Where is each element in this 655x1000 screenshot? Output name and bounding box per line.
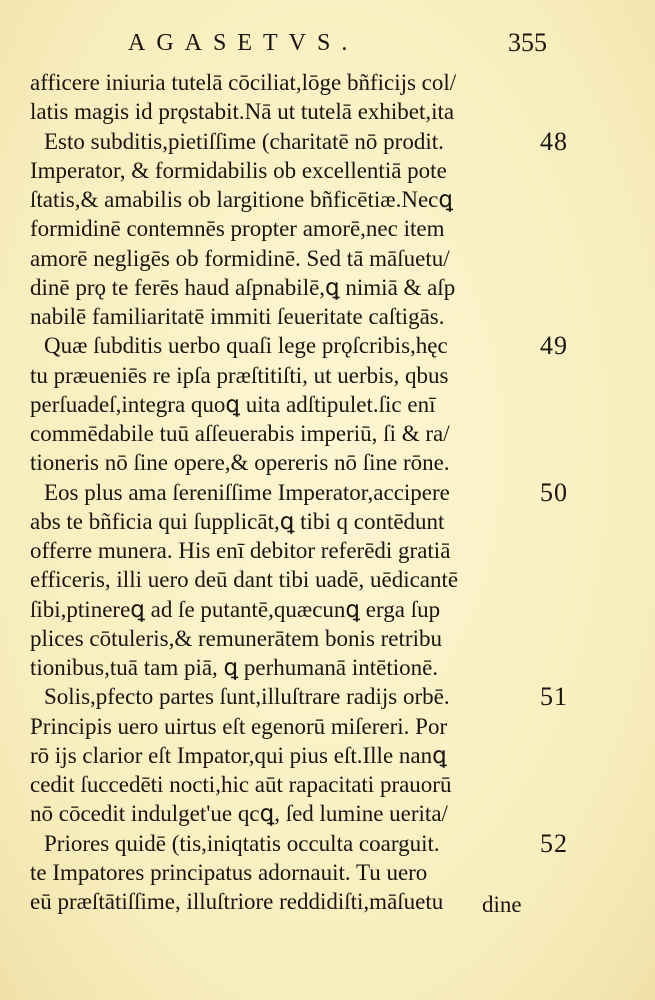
- text-line: Solis,pfecto partes ſunt,illuſtrare radijs orbē. 51: [44, 682, 568, 712]
- text-line: Esto subditis,pietiſſime (charitatē nō prodit. 48: [44, 126, 568, 156]
- marginal-number: 50: [540, 477, 568, 507]
- text-line: dinē prǫ te ferēs haud aſpnabilē,ꝗ nimiā & aſp: [30, 274, 456, 300]
- text-line: Priores quidē (tis,iniqtatis occulta coarguit. 52: [44, 828, 568, 858]
- marginal-number: 49: [540, 331, 568, 361]
- text-line: Eos plus ama ſereniſſime Imperator,accipere 50: [44, 477, 568, 507]
- text-line: abs te bñficia qui ſupplicāt,ꝗ tibi q contēdunt: [30, 508, 445, 534]
- text-line: plices cōtuleris,& remunerātem bonis retribu: [30, 625, 442, 651]
- text-line: ſtatis,& amabilis ob largitione bñficētiæ.Necꝗ: [30, 187, 453, 212]
- text-line: rō ijs clarior eſt Impator,qui pius eſt.Ille nanꝗ: [30, 742, 447, 768]
- text-line: offerre munera. His enī debitor referēdi gratiā: [30, 538, 451, 563]
- text-block: [30, 68, 568, 916]
- text-line: ſibi,ptinereꝗ ad ſe putantē,quæcunꝗ erga ſup: [30, 596, 441, 622]
- text-line: commēdabile tuū aſſeuerabis imperiū, ſi & ra/: [30, 421, 450, 446]
- running-head: AGASETVS.: [128, 30, 359, 56]
- page-header: [0, 28, 655, 62]
- text-line: formidinē contemnēs propter amorē,nec item: [30, 216, 445, 242]
- marginal-number: 48: [540, 126, 568, 156]
- text-line: tioneris nō ſine opere,& opereris nō ſine rōne.: [30, 450, 450, 476]
- page-number: 355: [508, 28, 547, 57]
- text-line: tu præueniēs re ipſa præſtitiſti, ut uerbis, qbus: [30, 362, 449, 388]
- text-line: tionibus,tuā tam piā, ꝗ perhumanā intētionē.: [30, 655, 439, 680]
- text-line: Imperator, & formidabilis ob excellentiā pote: [30, 157, 447, 183]
- text-line: latis magis id prǫstabit.Nā ut tutelā exhibet,ita: [30, 99, 455, 125]
- text-line: cedit ſuccedēti nocti,hic aūt rapacitati prauorū: [30, 772, 452, 797]
- text-line: perſuadeſ,integra quoꝗ uita adſtipulet.ſic enī: [30, 391, 436, 417]
- text-line: afficere iniuria tutelā cōciliat,lōge bñficijs col/: [30, 70, 457, 95]
- marginal-number: 51: [540, 682, 568, 712]
- text-line: efficeris, illi uero deū dant tibi uadē, uēdicantē: [30, 567, 459, 593]
- text-line: amorē negligēs ob formidinē. Sed tā māſuetu/: [30, 245, 450, 271]
- text-line: Principis uero uirtus eſt egenorū miſereri. Por: [30, 713, 448, 739]
- text-line: nabilē familiaritatē immiti ſeueritate caſtigās.: [30, 304, 445, 329]
- catchword: dine: [482, 892, 522, 917]
- text-line: te Impatores principatus adornauit. Tu uero: [30, 859, 428, 885]
- text-line: nō cōcedit indulget'ue qcꝗ, ſed lumine uerita/: [30, 801, 448, 827]
- text-line: Quæ ſubditis uerbo quaſi lege prǫſcribis,hęc 49: [44, 331, 568, 361]
- marginal-number: 52: [540, 828, 568, 858]
- text-line: eū præſtātiſſime, illuſtriore reddidiſti,māſuetu: [30, 889, 444, 914]
